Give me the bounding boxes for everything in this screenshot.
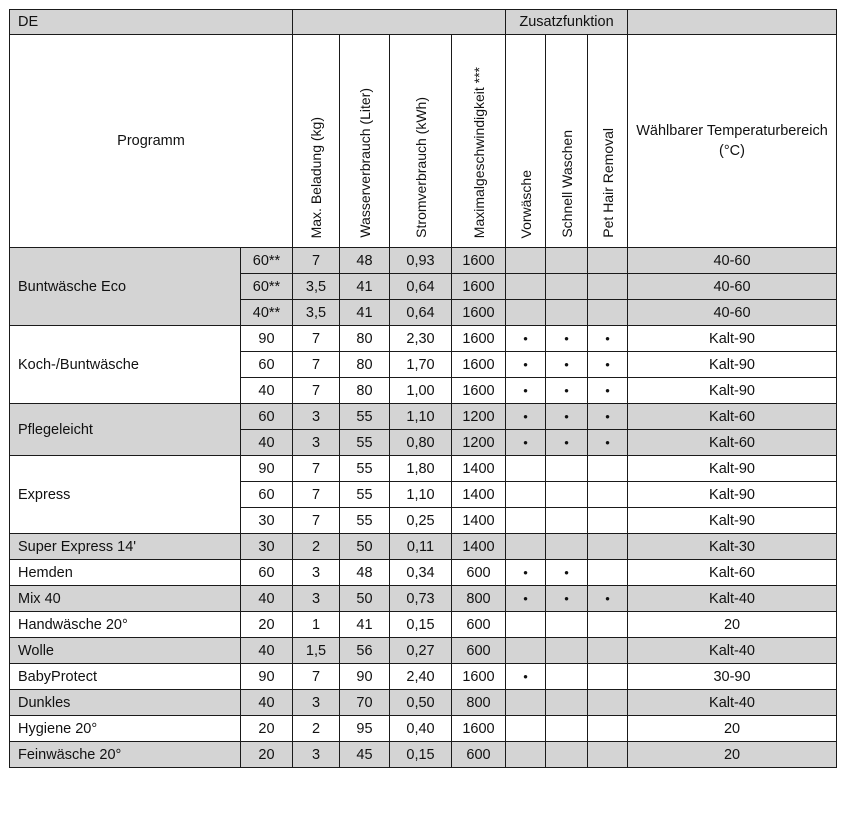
water-cell: 55	[340, 456, 390, 482]
temperature-cell: 90	[241, 664, 293, 690]
prewash-cell: •	[506, 430, 546, 456]
pethair-cell	[588, 300, 628, 326]
prewash-cell	[506, 742, 546, 768]
water-cell: 41	[340, 274, 390, 300]
header-blank	[293, 10, 506, 35]
speed-cell: 1200	[452, 404, 506, 430]
col-header-water	[340, 35, 390, 248]
temperature-cell: 60	[241, 404, 293, 430]
power-cell: 1,80	[390, 456, 452, 482]
program-name: Koch-/Buntwäsche	[10, 326, 241, 404]
power-cell: 0,15	[390, 612, 452, 638]
temperature-range-cell: Kalt-90	[628, 352, 837, 378]
program-name: Express	[10, 456, 241, 534]
pethair-cell: •	[588, 378, 628, 404]
pethair-cell	[588, 638, 628, 664]
prewash-cell: •	[506, 326, 546, 352]
table-row	[10, 326, 837, 352]
program-name: Dunkles	[10, 690, 241, 716]
programm-header: Programm	[10, 35, 293, 248]
load-cell: 7	[293, 352, 340, 378]
temperature-cell: 60	[241, 560, 293, 586]
speed-cell: 1400	[452, 456, 506, 482]
temperature-range-cell: Kalt-90	[628, 378, 837, 404]
quickwash-cell	[546, 742, 588, 768]
col-header-prewash	[506, 35, 546, 248]
lang-label: DE	[10, 10, 293, 35]
temperature-range-cell: 20	[628, 612, 837, 638]
temperature-range-cell: 40-60	[628, 274, 837, 300]
load-cell: 3	[293, 430, 340, 456]
temperature-range-cell: Kalt-40	[628, 638, 837, 664]
load-cell: 7	[293, 456, 340, 482]
power-cell: 0,64	[390, 274, 452, 300]
temperature-range-cell: Kalt-90	[628, 326, 837, 352]
quickwash-cell: •	[546, 430, 588, 456]
col-header-power-text: Stromverbrauch (kWh)	[412, 97, 429, 238]
power-cell: 1,00	[390, 378, 452, 404]
load-cell: 3	[293, 742, 340, 768]
power-cell: 0,27	[390, 638, 452, 664]
water-cell: 41	[340, 612, 390, 638]
prewash-cell	[506, 534, 546, 560]
speed-cell: 600	[452, 560, 506, 586]
power-cell: 1,10	[390, 482, 452, 508]
program-name: Hygiene 20°	[10, 716, 241, 742]
speed-cell: 1400	[452, 508, 506, 534]
quickwash-cell	[546, 690, 588, 716]
prewash-cell	[506, 690, 546, 716]
speed-cell: 1600	[452, 352, 506, 378]
prewash-cell	[506, 456, 546, 482]
quickwash-cell	[546, 248, 588, 274]
water-cell: 55	[340, 482, 390, 508]
program-table-container	[9, 9, 837, 768]
temperature-range-cell: 20	[628, 716, 837, 742]
pethair-cell	[588, 508, 628, 534]
temperature-range-cell: Kalt-90	[628, 482, 837, 508]
water-cell: 56	[340, 638, 390, 664]
load-cell: 1,5	[293, 638, 340, 664]
speed-cell: 1600	[452, 300, 506, 326]
quickwash-cell	[546, 508, 588, 534]
table-row	[10, 586, 837, 612]
quickwash-cell: •	[546, 326, 588, 352]
table-row	[10, 690, 837, 716]
col-header-load-text: Max. Beladung (kg)	[308, 116, 324, 238]
pethair-cell	[588, 534, 628, 560]
quickwash-cell: •	[546, 404, 588, 430]
temperature-range-cell: Kalt-60	[628, 560, 837, 586]
header-row-columns	[10, 35, 837, 248]
temperature-range-header	[628, 35, 837, 248]
load-cell: 1	[293, 612, 340, 638]
load-cell: 3	[293, 404, 340, 430]
pethair-cell: •	[588, 430, 628, 456]
load-cell: 3	[293, 690, 340, 716]
table-row	[10, 534, 837, 560]
temperature-range-cell: Kalt-90	[628, 456, 837, 482]
speed-cell: 600	[452, 638, 506, 664]
temperature-cell: 40	[241, 638, 293, 664]
speed-cell: 600	[452, 742, 506, 768]
water-cell: 55	[340, 404, 390, 430]
col-header-prewash-text: Vorwäsche	[517, 169, 534, 238]
prewash-cell	[506, 274, 546, 300]
load-cell: 3,5	[293, 274, 340, 300]
table-row	[10, 664, 837, 690]
program-name: Hemden	[10, 560, 241, 586]
temperature-range-title: Wählbarer Temperaturbereich	[636, 123, 828, 139]
table-row	[10, 716, 837, 742]
zusatzfunktion-header: Zusatzfunktion	[506, 10, 628, 35]
load-cell: 3	[293, 586, 340, 612]
prewash-cell	[506, 482, 546, 508]
power-cell: 1,70	[390, 352, 452, 378]
speed-cell: 1400	[452, 482, 506, 508]
temperature-range-cell: Kalt-60	[628, 404, 837, 430]
quickwash-cell	[546, 274, 588, 300]
water-cell: 48	[340, 560, 390, 586]
load-cell: 7	[293, 378, 340, 404]
program-table	[9, 9, 837, 768]
col-header-load	[293, 35, 340, 248]
pethair-cell	[588, 456, 628, 482]
quickwash-cell	[546, 300, 588, 326]
speed-cell: 1600	[452, 378, 506, 404]
temperature-cell: 40	[241, 690, 293, 716]
load-cell: 7	[293, 664, 340, 690]
temperature-cell: 40	[241, 430, 293, 456]
prewash-cell: •	[506, 664, 546, 690]
quickwash-cell: •	[546, 378, 588, 404]
load-cell: 7	[293, 508, 340, 534]
prewash-cell: •	[506, 586, 546, 612]
quickwash-cell	[546, 534, 588, 560]
power-cell: 0,50	[390, 690, 452, 716]
temperature-range-cell: Kalt-30	[628, 534, 837, 560]
speed-cell: 800	[452, 690, 506, 716]
water-cell: 50	[340, 534, 390, 560]
load-cell: 7	[293, 482, 340, 508]
header-row-top	[10, 10, 837, 35]
speed-cell: 1600	[452, 274, 506, 300]
pethair-cell	[588, 742, 628, 768]
quickwash-cell: •	[546, 586, 588, 612]
program-name: Pflegeleicht	[10, 404, 241, 456]
temperature-cell: 90	[241, 456, 293, 482]
temperature-cell: 40	[241, 586, 293, 612]
pethair-cell	[588, 482, 628, 508]
table-row	[10, 248, 837, 274]
pethair-cell	[588, 612, 628, 638]
pethair-cell	[588, 716, 628, 742]
quickwash-cell	[546, 638, 588, 664]
load-cell: 3,5	[293, 300, 340, 326]
pethair-cell	[588, 664, 628, 690]
speed-cell: 1400	[452, 534, 506, 560]
table-row	[10, 742, 837, 768]
water-cell: 95	[340, 716, 390, 742]
quickwash-cell	[546, 456, 588, 482]
speed-cell: 1600	[452, 716, 506, 742]
power-cell: 0,73	[390, 586, 452, 612]
quickwash-cell	[546, 612, 588, 638]
pethair-cell: •	[588, 352, 628, 378]
quickwash-cell	[546, 716, 588, 742]
temperature-range-cell: Kalt-40	[628, 586, 837, 612]
prewash-cell	[506, 300, 546, 326]
col-header-pethair	[588, 35, 628, 248]
temperature-cell: 90	[241, 326, 293, 352]
water-cell: 55	[340, 508, 390, 534]
power-cell: 1,10	[390, 404, 452, 430]
program-name: Feinwäsche 20°	[10, 742, 241, 768]
pethair-cell: •	[588, 404, 628, 430]
load-cell: 2	[293, 716, 340, 742]
table-row	[10, 638, 837, 664]
water-cell: 80	[340, 378, 390, 404]
load-cell: 7	[293, 248, 340, 274]
program-name: Buntwäsche Eco	[10, 248, 241, 326]
temperature-cell: 20	[241, 742, 293, 768]
header-blank-right	[628, 10, 837, 35]
program-name: Super Express 14'	[10, 534, 241, 560]
speed-cell: 1200	[452, 430, 506, 456]
speed-cell: 600	[452, 612, 506, 638]
pethair-cell	[588, 560, 628, 586]
program-name: Wolle	[10, 638, 241, 664]
prewash-cell	[506, 508, 546, 534]
water-cell: 41	[340, 300, 390, 326]
power-cell: 0,34	[390, 560, 452, 586]
quickwash-cell: •	[546, 560, 588, 586]
power-cell: 0,15	[390, 742, 452, 768]
temperature-range-cell: 40-60	[628, 300, 837, 326]
program-name: Mix 40	[10, 586, 241, 612]
pethair-cell	[588, 274, 628, 300]
temperature-range-cell: Kalt-90	[628, 508, 837, 534]
prewash-cell	[506, 638, 546, 664]
pethair-cell	[588, 690, 628, 716]
temperature-cell: 60	[241, 352, 293, 378]
program-name: BabyProtect	[10, 664, 241, 690]
pethair-cell: •	[588, 586, 628, 612]
col-header-speed-text: Maximalgeschwindigkeit ***	[470, 66, 487, 238]
temperature-cell: 20	[241, 716, 293, 742]
temperature-cell: 30	[241, 534, 293, 560]
prewash-cell: •	[506, 404, 546, 430]
program-name: Handwäsche 20°	[10, 612, 241, 638]
power-cell: 0,40	[390, 716, 452, 742]
table-row	[10, 404, 837, 430]
pethair-cell	[588, 248, 628, 274]
water-cell: 55	[340, 430, 390, 456]
water-cell: 90	[340, 664, 390, 690]
temperature-cell: 20	[241, 612, 293, 638]
col-header-quickwash-text: Schnell Waschen	[558, 130, 575, 238]
temperature-range-unit: (°C)	[719, 143, 745, 159]
speed-cell: 1600	[452, 326, 506, 352]
quickwash-cell	[546, 482, 588, 508]
temperature-cell: 60**	[241, 248, 293, 274]
col-header-pethair-text: Pet Hair Removal	[599, 128, 616, 238]
temperature-range-cell: Kalt-60	[628, 430, 837, 456]
table-row	[10, 560, 837, 586]
water-cell: 80	[340, 326, 390, 352]
water-cell: 70	[340, 690, 390, 716]
quickwash-cell	[546, 664, 588, 690]
temperature-range-cell: 20	[628, 742, 837, 768]
water-cell: 48	[340, 248, 390, 274]
col-header-power	[390, 35, 452, 248]
power-cell: 0,11	[390, 534, 452, 560]
prewash-cell: •	[506, 352, 546, 378]
prewash-cell	[506, 716, 546, 742]
col-header-water-text: Wasserverbrauch (Liter)	[356, 88, 373, 238]
col-header-quickwash	[546, 35, 588, 248]
water-cell: 45	[340, 742, 390, 768]
load-cell: 7	[293, 326, 340, 352]
power-cell: 0,25	[390, 508, 452, 534]
temperature-cell: 40**	[241, 300, 293, 326]
power-cell: 0,93	[390, 248, 452, 274]
table-row	[10, 456, 837, 482]
prewash-cell: •	[506, 378, 546, 404]
speed-cell: 800	[452, 586, 506, 612]
temperature-range-cell: 30-90	[628, 664, 837, 690]
water-cell: 80	[340, 352, 390, 378]
load-cell: 3	[293, 560, 340, 586]
power-cell: 2,40	[390, 664, 452, 690]
temperature-range-cell: Kalt-40	[628, 690, 837, 716]
temperature-cell: 60**	[241, 274, 293, 300]
pethair-cell: •	[588, 326, 628, 352]
prewash-cell	[506, 612, 546, 638]
temperature-cell: 30	[241, 508, 293, 534]
prewash-cell: •	[506, 560, 546, 586]
water-cell: 50	[340, 586, 390, 612]
power-cell: 0,80	[390, 430, 452, 456]
table-row	[10, 612, 837, 638]
quickwash-cell: •	[546, 352, 588, 378]
speed-cell: 1600	[452, 664, 506, 690]
load-cell: 2	[293, 534, 340, 560]
prewash-cell	[506, 248, 546, 274]
temperature-cell: 60	[241, 482, 293, 508]
temperature-range-cell: 40-60	[628, 248, 837, 274]
power-cell: 2,30	[390, 326, 452, 352]
col-header-speed	[452, 35, 506, 248]
power-cell: 0,64	[390, 300, 452, 326]
temperature-cell: 40	[241, 378, 293, 404]
speed-cell: 1600	[452, 248, 506, 274]
